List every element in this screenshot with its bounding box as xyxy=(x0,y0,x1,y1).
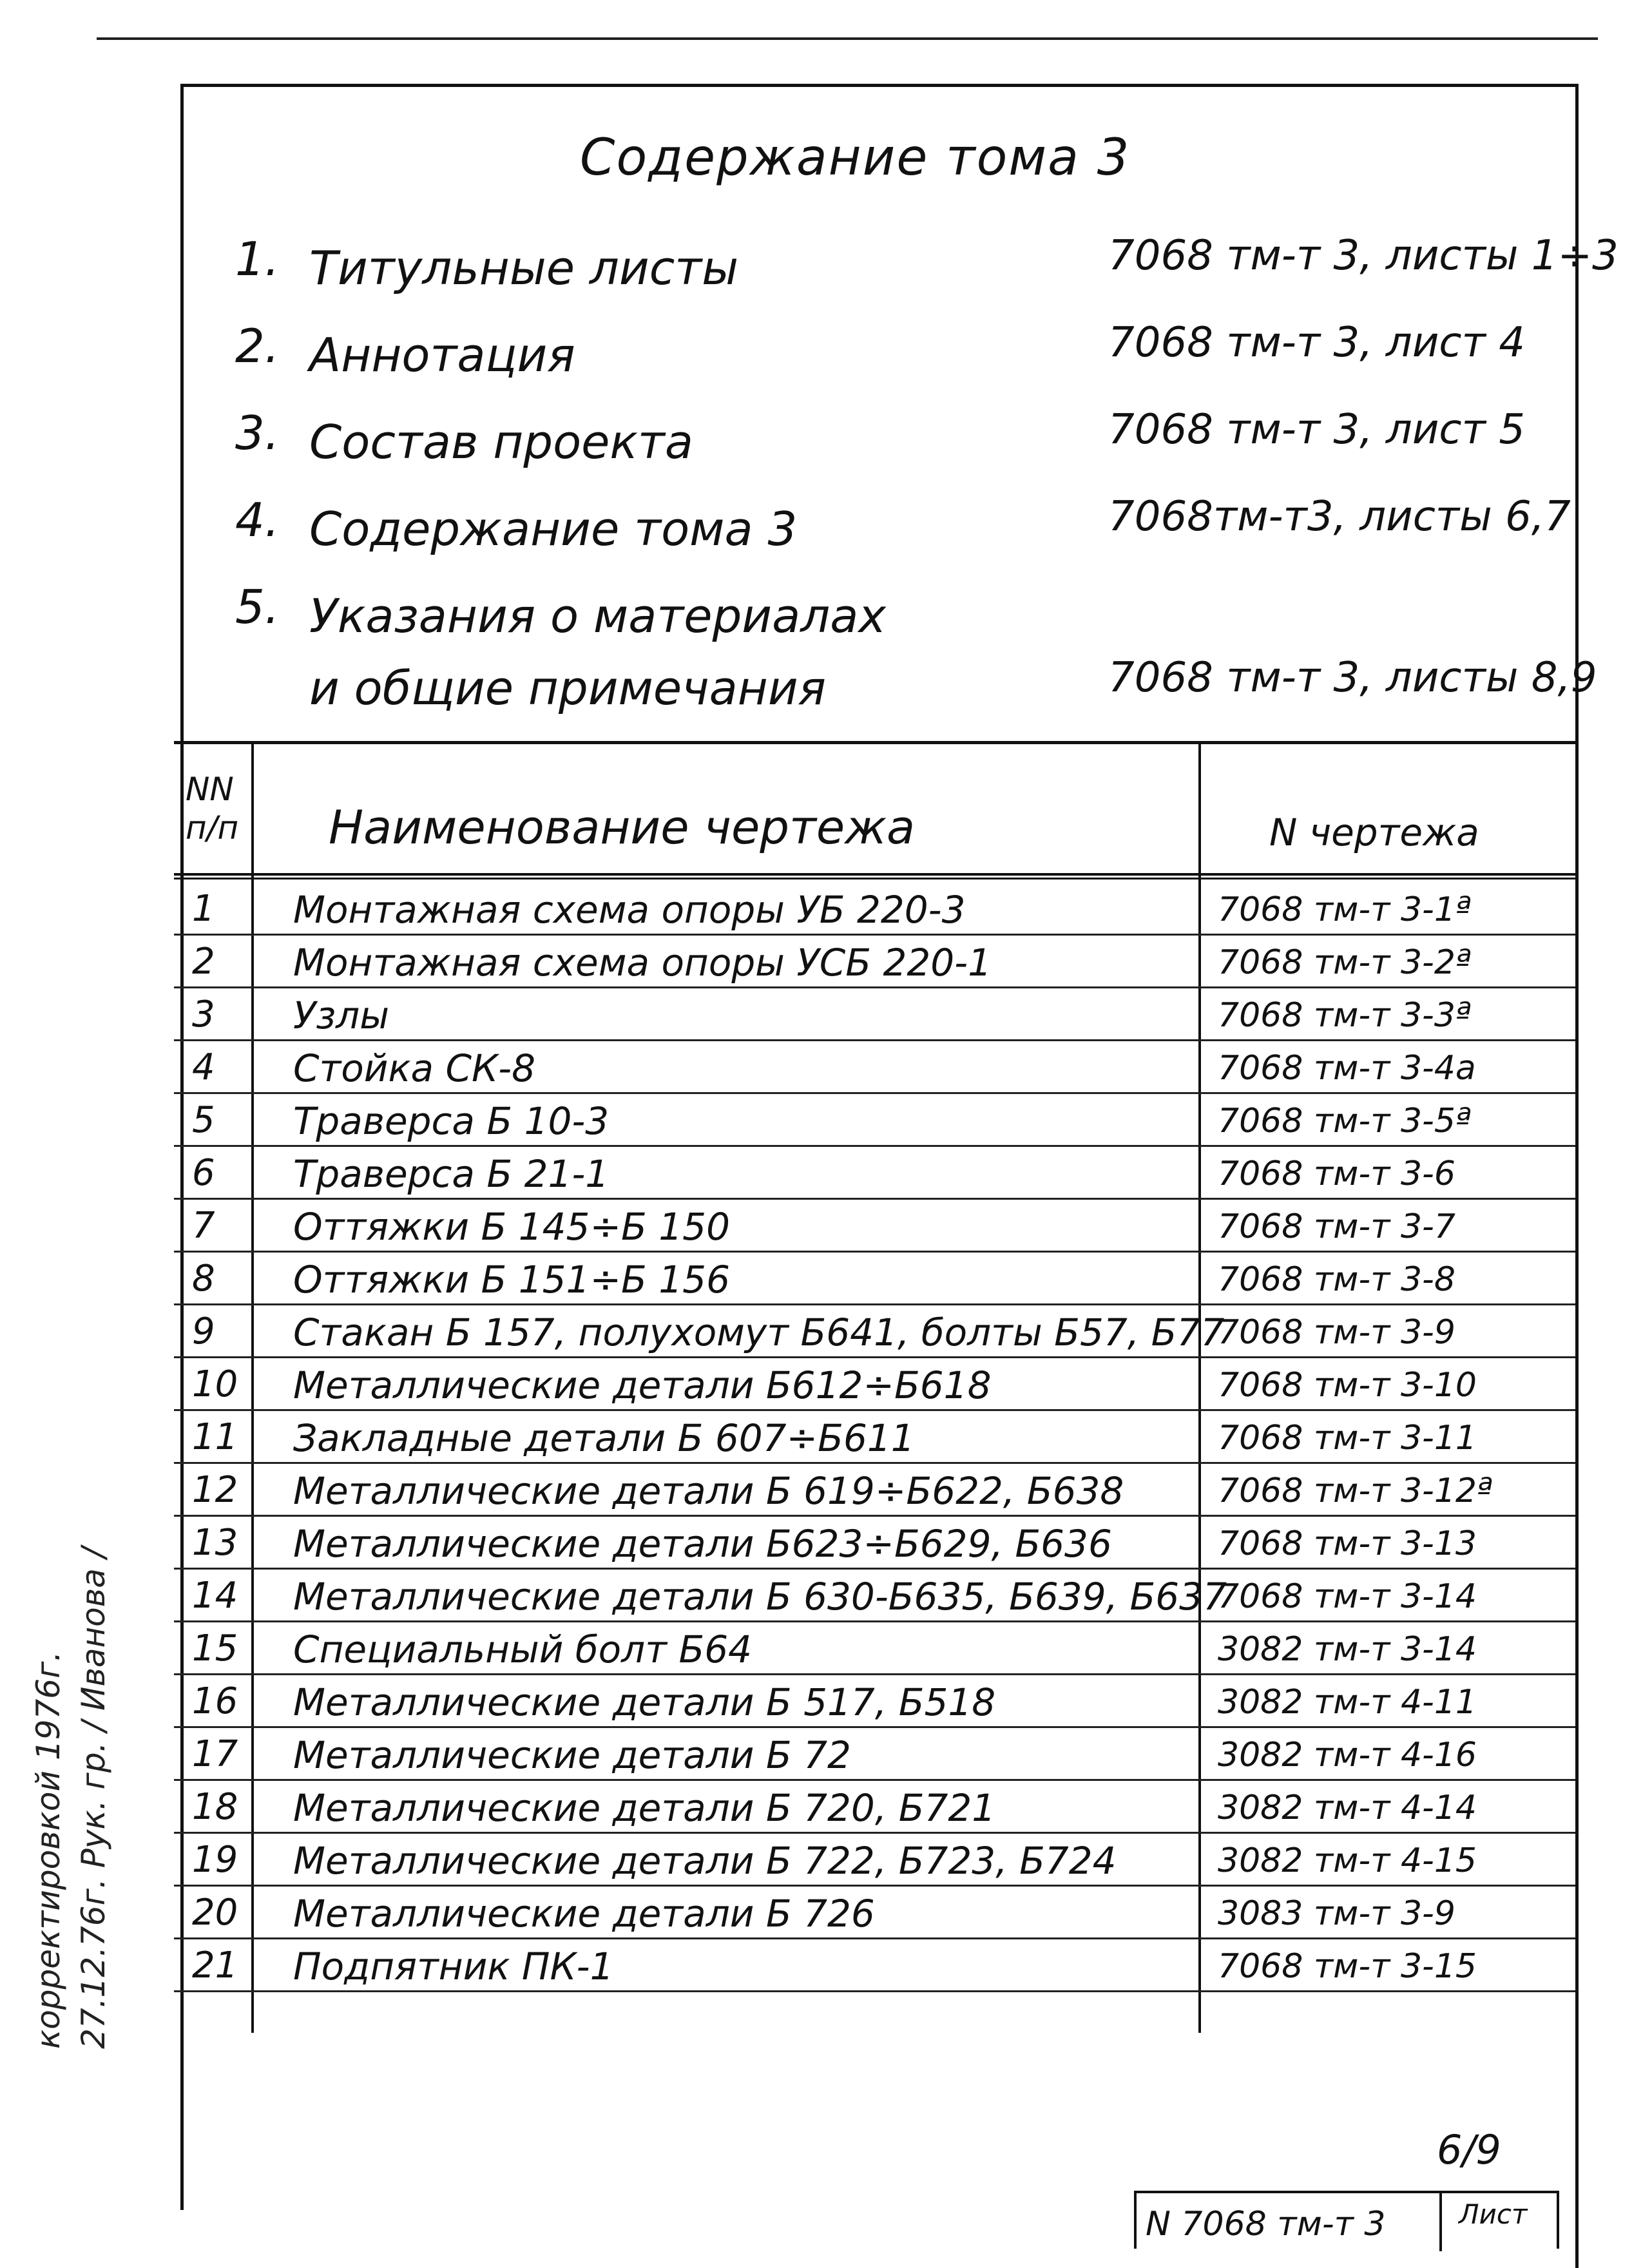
row-number: 6 xyxy=(192,1152,215,1194)
row-number: 20 xyxy=(192,1892,238,1934)
row-drawing-number: 3082 тм-т 3-14 xyxy=(1218,1630,1477,1669)
table-row xyxy=(174,1041,1575,1094)
toc-item xyxy=(226,493,1579,580)
row-drawing-number: 7068 тм-т 3-3ª xyxy=(1218,996,1472,1035)
toc-number: 2. xyxy=(235,319,280,373)
toc-item xyxy=(226,232,1618,319)
table-row xyxy=(174,1517,1575,1570)
toc-title: Титульные листы xyxy=(309,241,739,295)
row-name: Металлические детали Б 619÷Б622, Б638 xyxy=(293,1469,1124,1513)
stamp-document-number: N 7068 тм-т 3 xyxy=(1146,2205,1386,2244)
row-name: Металлические детали Б 72 xyxy=(293,1733,851,1777)
row-drawing-number: 7068 тм-т 3-2ª xyxy=(1218,943,1472,982)
row-drawing-number: 7068 тм-т 3-6 xyxy=(1218,1155,1455,1193)
row-name: Монтажная схема опоры УБ 220-3 xyxy=(293,888,966,932)
table-row xyxy=(174,936,1575,988)
row-name: Траверса Б 10-3 xyxy=(293,1099,610,1143)
table-row xyxy=(174,1887,1575,1939)
row-name: Металлические детали Б612÷Б618 xyxy=(293,1363,992,1407)
toc-item xyxy=(226,406,1579,493)
row-drawing-number: 7068 тм-т 3-1ª xyxy=(1218,890,1472,929)
page-title: Содержание тома 3 xyxy=(580,129,1131,187)
header-name: Наименование чертежа xyxy=(329,800,916,854)
row-number: 18 xyxy=(192,1786,238,1828)
table-top-border xyxy=(174,741,1575,744)
row-number: 9 xyxy=(192,1311,215,1352)
toc-reference: 7068тм-т3, листы 6,7 xyxy=(1108,493,1571,541)
table-row xyxy=(174,1411,1575,1464)
row-number: 17 xyxy=(192,1733,238,1775)
row-drawing-number: 7068 тм-т 3-9 xyxy=(1218,1313,1455,1352)
row-name: Стойка СК-8 xyxy=(293,1046,535,1090)
header-divider xyxy=(174,873,1575,879)
table-row xyxy=(174,1253,1575,1305)
table-row xyxy=(174,1094,1575,1147)
row-name: Подпятник ПК-1 xyxy=(293,1945,614,1988)
row-name: Металлические детали Б 630-Б635, Б639, Б637 xyxy=(293,1575,1227,1619)
row-drawing-number: 7068 тм-т 3-13 xyxy=(1218,1524,1477,1563)
row-number: 14 xyxy=(192,1575,238,1617)
row-number: 12 xyxy=(192,1469,238,1511)
row-name: Металлические детали Б623÷Б629, Б636 xyxy=(293,1522,1112,1566)
frame-top-border xyxy=(180,84,1579,87)
row-number: 21 xyxy=(192,1945,238,1986)
row-name: Оттяжки Б 151÷Б 156 xyxy=(293,1258,730,1302)
top-rule xyxy=(97,37,1598,40)
row-number: 19 xyxy=(192,1839,238,1881)
row-name: Металлические детали Б 517, Б518 xyxy=(293,1680,996,1724)
row-number: 2 xyxy=(192,941,215,983)
toc-title: Содержание тома 3 xyxy=(309,502,798,556)
table-body xyxy=(174,883,1575,1992)
toc-number: 5. xyxy=(235,580,280,634)
row-number: 5 xyxy=(192,1099,215,1141)
toc-reference: 7068 тм-т 3, листы 1÷3 xyxy=(1108,232,1618,280)
table-row xyxy=(174,1200,1575,1253)
side-note-line: корректировкой 1976г. xyxy=(30,1651,67,2049)
stamp-sheet-label: Лист xyxy=(1459,2198,1528,2230)
row-drawing-number: 7068 тм-т 3-4а xyxy=(1218,1049,1476,1088)
toc-list xyxy=(226,232,1618,747)
row-number: 13 xyxy=(192,1522,238,1564)
row-number: 3 xyxy=(192,994,215,1035)
row-number: 16 xyxy=(192,1680,238,1722)
row-drawing-number: 3082 тм-т 4-16 xyxy=(1218,1736,1477,1774)
toc-title: Состав проекта xyxy=(309,415,693,469)
toc-reference: 7068 тм-т 3, лист 5 xyxy=(1108,406,1525,454)
row-number: 10 xyxy=(192,1363,238,1405)
row-drawing-number: 7068 тм-т 3-5ª xyxy=(1218,1102,1472,1140)
row-name: Металлические детали Б 720, Б721 xyxy=(293,1786,996,1830)
table-row xyxy=(174,1305,1575,1358)
sheet-fraction: 6/9 xyxy=(1437,2126,1501,2173)
toc-number: 3. xyxy=(235,406,280,460)
row-number: 7 xyxy=(192,1205,215,1247)
row-name: Закладные детали Б 607÷Б611 xyxy=(293,1416,915,1460)
row-number: 8 xyxy=(192,1258,215,1300)
side-note-line: 27.12.76г. Рук. гр. / Иванова / xyxy=(75,1547,112,2049)
toc-reference: 7068 тм-т 3, листы 8,9 xyxy=(1108,654,1597,702)
table-row xyxy=(174,883,1575,936)
row-number: 1 xyxy=(192,888,215,930)
table-row xyxy=(174,988,1575,1041)
row-name: Монтажная схема опоры УСБ 220-1 xyxy=(293,941,992,985)
toc-title: Указания о материалах и общие примечания xyxy=(309,589,886,715)
row-name: Металлические детали Б 722, Б723, Б724 xyxy=(293,1839,1117,1883)
table-row xyxy=(174,1570,1575,1622)
table-row xyxy=(174,1939,1575,1992)
toc-item xyxy=(226,580,1597,747)
row-drawing-number: 7068 тм-т 3-11 xyxy=(1218,1419,1477,1457)
row-divider xyxy=(174,1990,1575,1992)
table-row xyxy=(174,1147,1575,1200)
row-name: Траверса Б 21-1 xyxy=(293,1152,610,1196)
header-drawing-number: N чертежа xyxy=(1269,811,1479,854)
header-number: NN п/п xyxy=(186,771,239,847)
row-drawing-number: 7068 тм-т 3-8 xyxy=(1218,1260,1455,1299)
row-name: Оттяжки Б 145÷Б 150 xyxy=(293,1205,730,1249)
row-drawing-number: 3082 тм-т 4-15 xyxy=(1218,1841,1477,1880)
row-number: 4 xyxy=(192,1046,215,1088)
table-row xyxy=(174,1675,1575,1728)
stamp-divider xyxy=(1439,2193,1442,2251)
table-row xyxy=(174,1464,1575,1517)
toc-reference: 7068 тм-т 3, лист 4 xyxy=(1108,319,1525,367)
row-name: Стакан Б 157, полухомут Б641, болты Б57, Б77 xyxy=(293,1311,1225,1354)
toc-number: 1. xyxy=(235,232,280,286)
row-drawing-number: 7068 тм-т 3-7 xyxy=(1218,1207,1455,1246)
toc-number: 4. xyxy=(235,493,280,547)
row-drawing-number: 7068 тм-т 3-14 xyxy=(1218,1577,1477,1616)
row-drawing-number: 7068 тм-т 3-10 xyxy=(1218,1366,1477,1405)
row-number: 15 xyxy=(192,1628,238,1669)
toc-title: Аннотация xyxy=(309,328,575,382)
table-row xyxy=(174,1781,1575,1834)
toc-item xyxy=(226,319,1579,406)
table-row xyxy=(174,1622,1575,1675)
table-row xyxy=(174,1728,1575,1781)
table-row xyxy=(174,1358,1575,1411)
row-name: Узлы xyxy=(293,994,390,1037)
title-block-stamp xyxy=(1134,2191,1559,2249)
row-name: Металлические детали Б 726 xyxy=(293,1892,875,1936)
side-correction-note xyxy=(26,1547,116,2049)
row-drawing-number: 3083 тм-т 3-9 xyxy=(1218,1894,1455,1933)
row-drawing-number: 7068 тм-т 3-15 xyxy=(1218,1947,1477,1986)
row-drawing-number: 3082 тм-т 4-11 xyxy=(1218,1683,1477,1722)
row-name: Специальный болт Б64 xyxy=(293,1628,753,1671)
row-drawing-number: 7068 тм-т 3-12ª xyxy=(1218,1472,1493,1510)
table-row xyxy=(174,1834,1575,1887)
row-drawing-number: 3082 тм-т 4-14 xyxy=(1218,1789,1477,1827)
row-number: 11 xyxy=(192,1416,238,1458)
